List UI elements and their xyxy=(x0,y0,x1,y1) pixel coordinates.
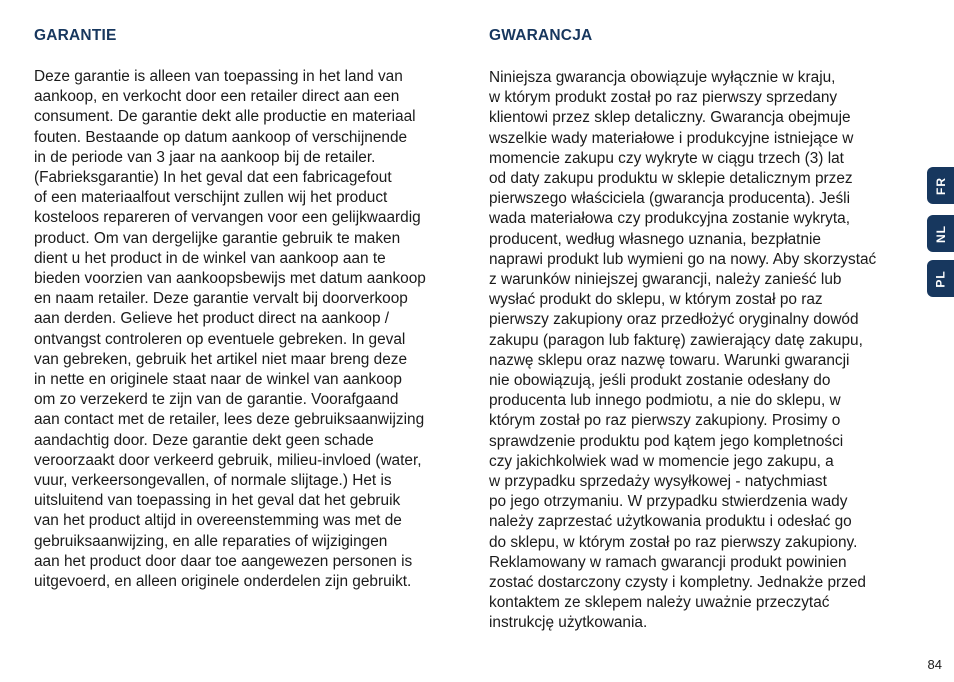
text-line: którym został po raz pierwszy zakupiony. Prosimy o xyxy=(489,412,841,430)
text-line: kosteloos repareren of vervangen voor een gelijkwaardig xyxy=(34,209,421,227)
language-tab-nl[interactable] xyxy=(927,215,954,252)
text-line: Niniejsza gwarancja obowiązuje wyłącznie w kraju, xyxy=(489,69,836,86)
text-line: po jego otrzymaniu. W przypadku stwierdzenia wady xyxy=(489,493,848,511)
text-line: czy jakichkolwiek wad w momencie jego zakupu, a xyxy=(489,452,834,470)
text-line: fouten. Bestaande op datum aankoop of verschijnende xyxy=(34,128,408,146)
text-line: należy zaprzestać użytkowania produktu i odesłać go xyxy=(489,513,852,531)
warranty-text-pl xyxy=(489,68,919,634)
text-line: product. Om van dergelijke garantie gebruik te maken xyxy=(34,229,401,247)
text-line: zakupu (paragon lub fakturę) zawierający datę zakupu, xyxy=(489,331,863,349)
text-line: producenta lub innego podmiotu, a nie do sklepu, w xyxy=(489,392,841,410)
text-line: en naam retailer. Deze garantie vervalt bij doorverkoop xyxy=(34,290,408,308)
text-line: klientowi przez sklep detaliczny. Gwarancja obejmuje xyxy=(489,109,851,127)
text-line: wada materiałowa czy produkcyjna zostanie wykryta, xyxy=(489,210,850,228)
text-line: consument. De garantie dekt alle productie en materiaal xyxy=(34,108,416,126)
text-line: uitsluitend van toepassing in het geval dat het gebruik xyxy=(34,492,401,510)
text-line: zostać dostarczony czysty i kompletny. Jednakże przed xyxy=(489,574,866,592)
section-heading-nl: GARANTIE xyxy=(34,27,117,44)
text-line: Deze garantie is alleen van toepassing in het land van xyxy=(34,68,403,85)
text-line: producent, według własnego uznania, bezpłatnie xyxy=(489,230,821,248)
text-line: pierwszy zakupiony oraz przedłożyć oryginalny dowód xyxy=(489,311,859,329)
text-line: aan contact met de retailer, lees deze gebruiksaanwijzing xyxy=(34,411,425,429)
text-line: aan derden. Gelieve het product direct na aankoop / xyxy=(34,310,390,328)
text-line: veroorzaakt door verkeerd gebruik, milieu-invloed (water, xyxy=(34,451,422,469)
text-line: van gebreken, gebruik het artikel niet maar breng deze xyxy=(34,350,408,368)
text-line: in nette en originele staat naar de winkel van aankoop xyxy=(34,371,402,389)
text-line: wysłać produkt do sklepu, w którym został po raz xyxy=(489,291,823,309)
text-line: Reklamowany w ramach gwarancji produkt powinien xyxy=(489,553,847,571)
text-line: z warunków niniejszej gwarancji, należy zanieść lub xyxy=(489,271,842,289)
text-line: ontvangst controleren op eventuele gebreken. In geval xyxy=(34,330,406,348)
text-line: aan het product door daar toe aangewezen personen is xyxy=(34,552,413,570)
text-line: in de periode van 3 jaar na aankoop bij de retailer. xyxy=(34,148,376,166)
page-number: 84 xyxy=(927,657,942,672)
text-line: naprawi produkt lub wymieni go na nowy. Aby skorzystać xyxy=(489,250,877,268)
text-line: aandachtig door. Deze garantie dekt geen schade xyxy=(34,431,374,449)
text-line: w przypadku sprzedaży wysyłkowej - natychmiast xyxy=(489,473,827,491)
text-line: instrukcję użytkowania. xyxy=(489,614,648,632)
text-line: aankoop, en verkocht door een retailer direct aan een xyxy=(34,88,400,106)
text-line: momencie zakupu czy wykryte w ciągu trzech (3) lat xyxy=(489,149,844,167)
language-tab-fr[interactable] xyxy=(927,167,954,204)
text-line: gebruiksaanwijzing, en alle reparaties of wijzigingen xyxy=(34,532,388,550)
section-heading-pl: GWARANCJA xyxy=(489,27,593,44)
text-line: od daty zakupu produktu w sklepie detalicznym przez xyxy=(489,170,853,188)
text-line: do sklepu, w którym został po raz pierwszy zakupiony. xyxy=(489,533,858,551)
text-line: wszelkie wady materiałowe i produkcyjne istniejące w xyxy=(489,129,854,147)
text-line: of een materiaalfout verschijnt zullen wij het product xyxy=(34,189,388,207)
language-tab-label: NL xyxy=(933,224,948,243)
language-tab-label: PL xyxy=(933,269,948,288)
text-line: w którym produkt został po raz pierwszy sprzedany xyxy=(489,89,838,107)
text-line: van het product altijd in overeenstemming was met de xyxy=(34,512,402,530)
text-line: bieden voorzien van aankoopsbewijs met datum aankoop xyxy=(34,270,426,288)
text-line: pierwszego właściciela (gwarancja producenta). Jeśli xyxy=(489,190,850,208)
text-line: kontaktem ze sklepem należy uważnie przeczytać xyxy=(489,594,830,612)
text-line: sprawdzenie produktu pod kątem jego kompletności xyxy=(489,432,844,450)
language-tab-pl[interactable] xyxy=(927,260,954,297)
text-line: dient u het product in de winkel van aankoop aan te xyxy=(34,249,386,267)
text-line: nie obowiązują, jeśli produkt zostanie odesłany do xyxy=(489,372,831,390)
text-line: nazwę sklepu oraz nazwę towaru. Warunki gwarancji xyxy=(489,351,850,369)
text-line: om zo verzekerd te zijn van de garantie. Voorafgaand xyxy=(34,391,399,409)
language-tab-label: FR xyxy=(933,176,948,195)
warranty-text-nl xyxy=(34,67,474,592)
text-line: uitgevoerd, en alleen originele onderdelen zijn gebruikt. xyxy=(34,573,412,591)
text-line: (Fabrieksgarantie) In het geval dat een fabricagefout xyxy=(34,169,392,187)
text-line: vuur, verkeersongevallen, of normale slijtage.) Het is xyxy=(34,472,392,490)
